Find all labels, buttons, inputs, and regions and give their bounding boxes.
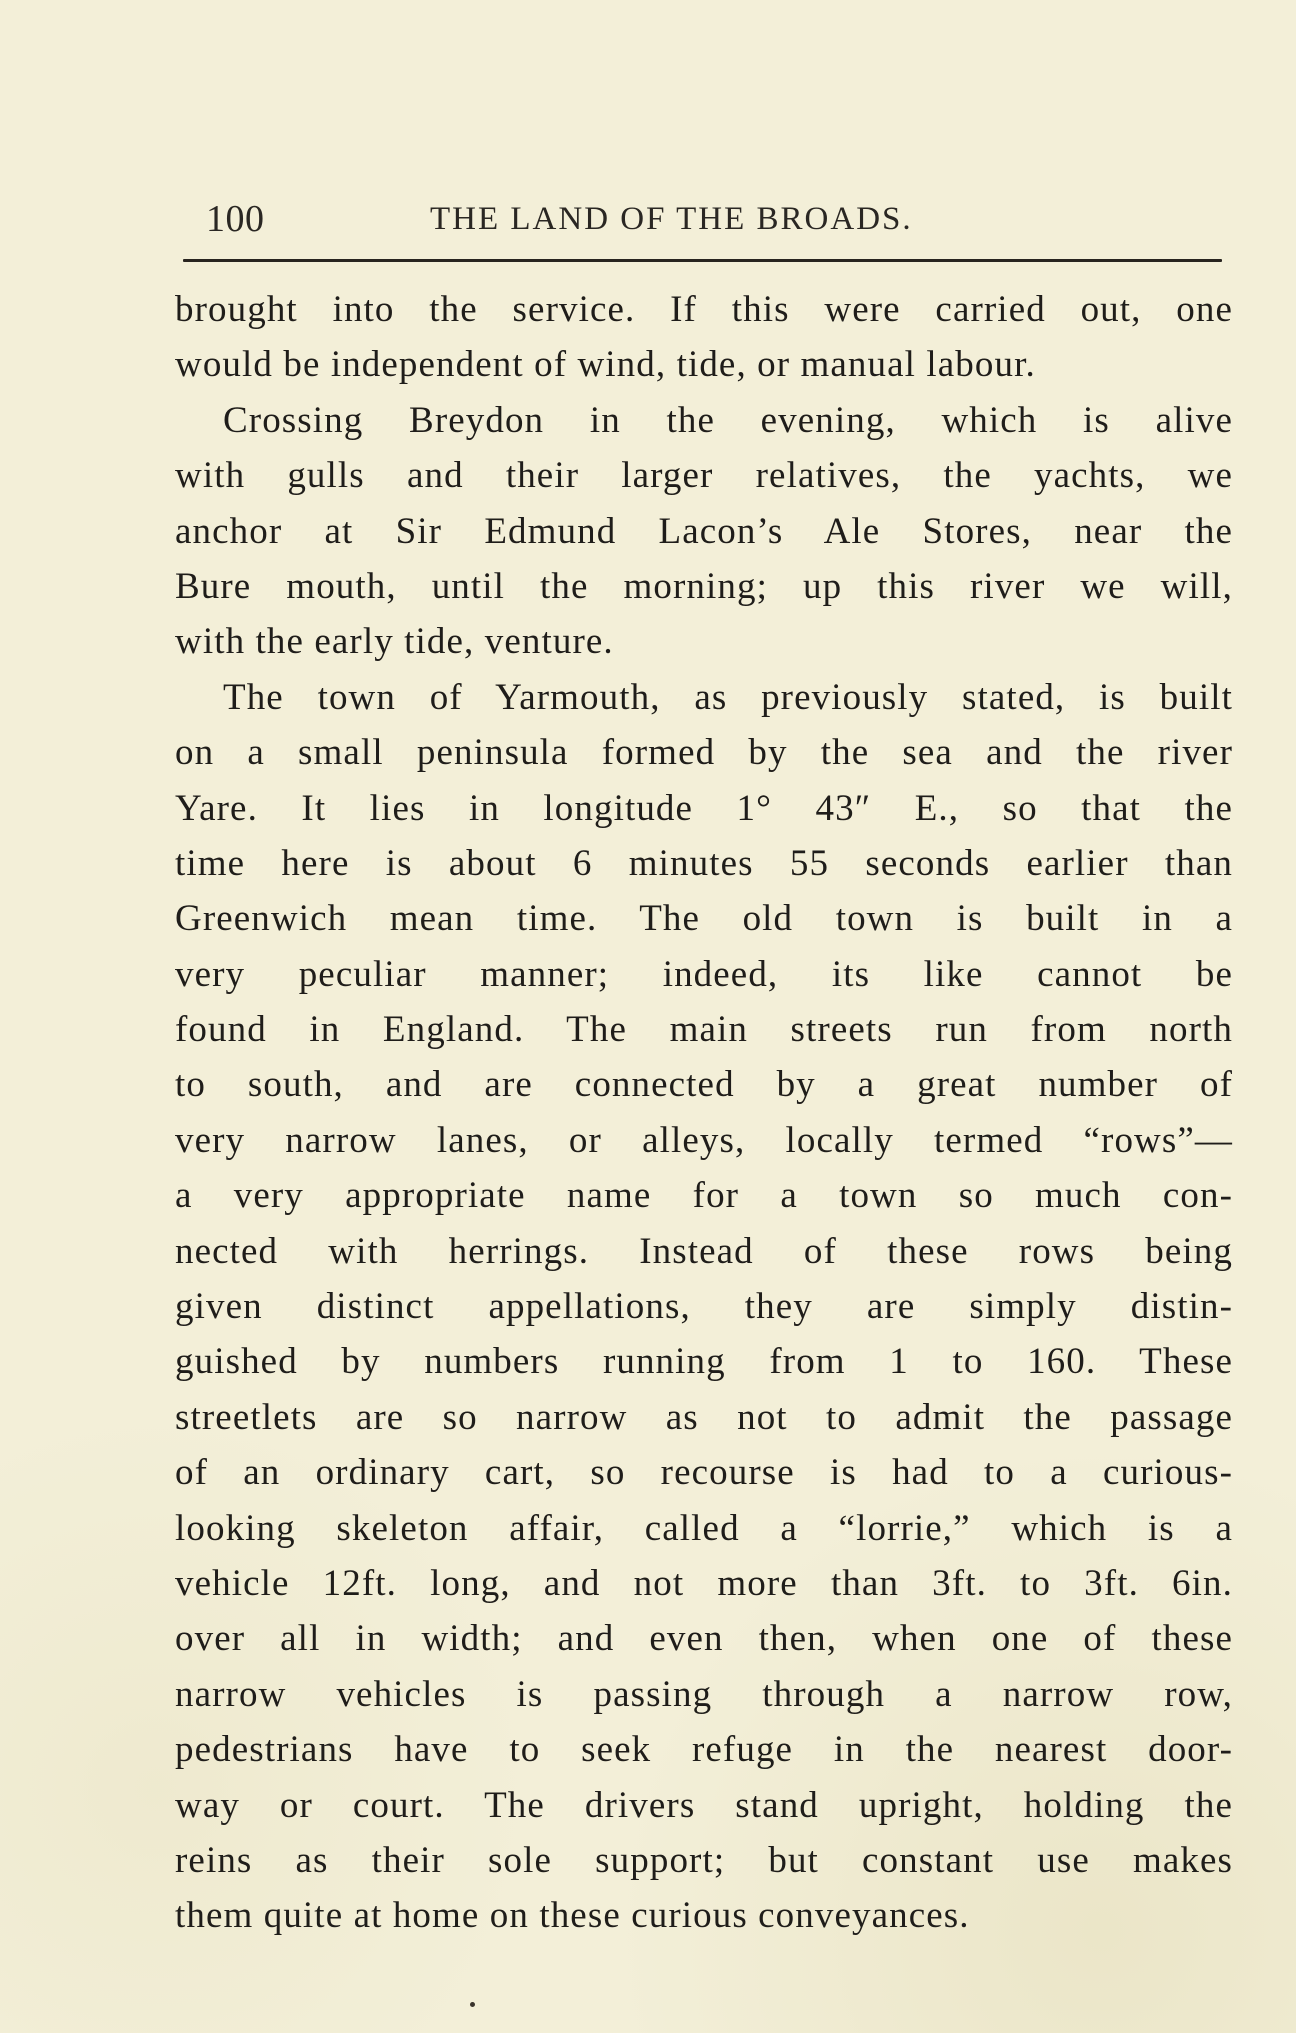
text-line: guished by numbers running from 1 to 160. These (175, 1341, 1233, 1383)
text-line: reins as their sole support; but constant use makes (175, 1839, 1233, 1881)
text-line: very peculiar manner; indeed, its like cannot be (175, 953, 1233, 995)
text-line: brought into the service. If this were carried out, one (175, 289, 1233, 330)
text-line: over all in width; and even then, when one of these (175, 1618, 1233, 1660)
page-number: 100 (206, 198, 265, 240)
text-line: of an ordinary cart, so recourse is had to a curious- (175, 1452, 1233, 1494)
text-line: Greenwich mean time. The old town is built in a (175, 898, 1233, 940)
text-line: Yare. It lies in longitude 1° 43″ E., so that the (175, 787, 1233, 829)
text-line: time here is about 6 minutes 55 seconds earlier than (175, 842, 1233, 884)
text-line: with gulls and their larger relatives, the yachts, we (175, 455, 1233, 497)
text-line: with the early tide, venture. (175, 621, 614, 663)
text-line: vehicle 12ft. long, and not more than 3ft. to 3ft. 6in. (175, 1562, 1233, 1604)
header-rule (183, 259, 1222, 262)
text-line: nected with herrings. Instead of these rows being (175, 1230, 1233, 1272)
text-line: given distinct appellations, they are simply distin- (175, 1286, 1233, 1328)
text-line: looking skeleton affair, called a “lorrie,” which is a (175, 1507, 1233, 1549)
text-line: pedestrians have to seek refuge in the nearest door- (175, 1729, 1233, 1771)
body-text (175, 282, 1233, 1944)
text-line: Crossing Breydon in the evening, which is alive (223, 399, 1233, 441)
text-line: them quite at home on these curious conveyances. (175, 1895, 970, 1937)
text-line: way or court. The drivers stand upright, holding the (175, 1784, 1233, 1826)
text-line: The town of Yarmouth, as previously stated, is built (223, 676, 1233, 718)
text-line: streetlets are so narrow as not to admit the passage (175, 1396, 1233, 1438)
text-line: anchor at Sir Edmund Lacon’s Ale Stores, near the (175, 510, 1233, 552)
text-line: to south, and are connected by a great number of (175, 1064, 1233, 1106)
text-line: found in England. The main streets run from north (175, 1009, 1233, 1051)
text-line: on a small peninsula formed by the sea and the river (175, 732, 1233, 774)
running-head: THE LAND OF THE BROADS. (430, 201, 913, 237)
text-line: a very appropriate name for a town so much con- (175, 1175, 1233, 1217)
text-line: very narrow lanes, or alleys, locally termed “rows”— (175, 1119, 1233, 1161)
text-line: would be independent of wind, tide, or manual labour. (175, 344, 1036, 386)
ink-speck (470, 2002, 475, 2007)
text-line: narrow vehicles is passing through a narrow row, (175, 1673, 1233, 1715)
page-header (206, 194, 1226, 244)
text-line: Bure mouth, until the morning; up this river we will, (175, 565, 1233, 607)
